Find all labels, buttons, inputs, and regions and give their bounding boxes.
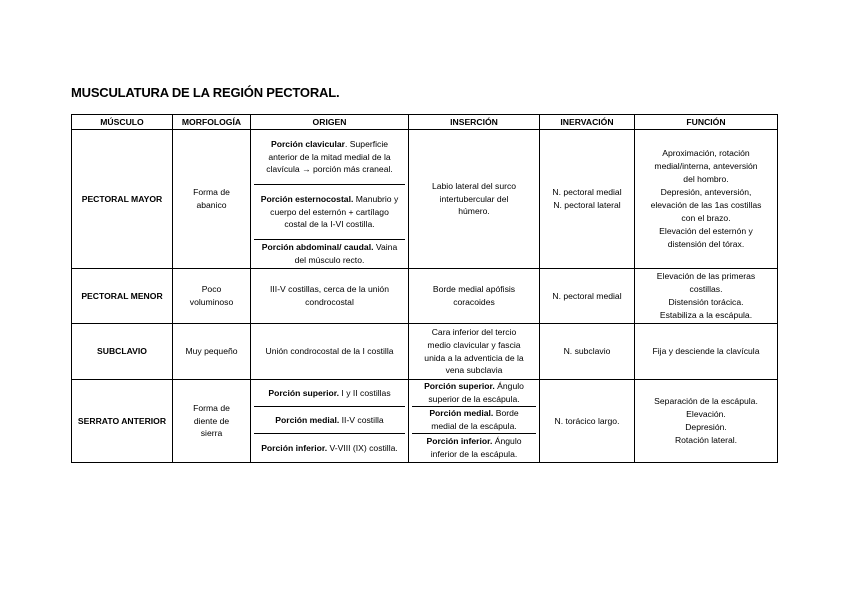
insercion-portion-text: Ángulo superior de la escápula. xyxy=(428,381,524,404)
origen-subcell xyxy=(254,240,405,268)
origen-portion-text: II-V costilla xyxy=(339,414,384,425)
table-row xyxy=(72,130,778,269)
origen-portion-text: Manubrio y cuerpo del esternón + cartílago costal de la I-VI costilla. xyxy=(270,193,399,230)
morfologia-line: Poco xyxy=(201,284,222,295)
header-funcion: FUNCIÓN xyxy=(635,115,778,130)
funcion-line: Elevación. xyxy=(686,409,726,420)
origen-subcell xyxy=(254,434,405,462)
insercion-line: Cara inferior del tercio xyxy=(431,326,517,337)
table-row xyxy=(72,380,778,463)
musculo-cell: SERRATO ANTERIOR xyxy=(72,380,173,463)
insercion-line: Borde medial apófisis xyxy=(432,284,516,295)
musculo-cell: PECTORAL MAYOR xyxy=(72,130,173,269)
funcion-line: distensión del tórax. xyxy=(667,238,745,249)
insercion-line: medio clavicular y fascia xyxy=(427,339,521,350)
origen-portion-label: Porción esternocostal. xyxy=(260,193,354,204)
funcion-line: elevación de las 1as costillas xyxy=(650,200,762,210)
page-title: MUSCULATURA DE LA REGIÓN PECTORAL. xyxy=(71,85,340,100)
insercion-portion-text: Borde medial de la escápula. xyxy=(431,408,519,431)
funcion-cell xyxy=(635,130,778,269)
header-musculo: MÚSCULO xyxy=(72,115,173,130)
insercion-cell xyxy=(409,380,540,463)
inervacion-cell xyxy=(540,130,635,269)
morfologia-cell xyxy=(173,380,251,463)
morfologia-line: Forma de xyxy=(193,402,230,413)
funcion-line: del hombro. xyxy=(683,174,729,185)
insercion-cell xyxy=(409,324,540,380)
origen-portion-text: V-VIII (IX) costilla. xyxy=(327,442,398,453)
table-row xyxy=(72,324,778,380)
origen-portion-text: Vaina del músculo recto. xyxy=(294,242,398,265)
inervacion-cell xyxy=(540,324,635,380)
origen-cell: Unión condrocostal de la I costilla xyxy=(251,324,409,380)
origen-portion-label: Porción medial. xyxy=(275,414,340,425)
origen-cell: III-V costillas, cerca de la unión condrocostal xyxy=(251,269,409,324)
inervacion-line: N. pectoral medial xyxy=(552,187,622,198)
morfologia-line: abanico xyxy=(196,200,227,210)
funcion-line: Aproximación, rotación xyxy=(662,148,750,159)
insercion-line: húmero. xyxy=(458,206,490,217)
muscles-table xyxy=(71,114,778,463)
insercion-line: vena subclavia xyxy=(445,365,503,376)
insercion-portion-text: Ángulo inferior de la escápula. xyxy=(430,436,522,459)
inervacion-cell xyxy=(540,380,635,463)
origen-portion-text: . Superficie anterior de la mitad medial de la clavícula → porción más craneal. xyxy=(266,138,393,175)
insercion-line: coracoides xyxy=(453,297,495,307)
insercion-portion-label: Porción inferior. xyxy=(426,436,493,447)
insercion-cell xyxy=(409,269,540,324)
funcion-line: Elevación del esternón y xyxy=(659,225,753,236)
inervacion-cell xyxy=(540,269,635,324)
morfologia-line: sierra xyxy=(200,428,223,439)
morfologia-line: Muy pequeño xyxy=(185,346,238,357)
origen-subcell xyxy=(254,380,405,407)
table-row xyxy=(72,269,778,324)
header-morfologia: MORFOLOGÍA xyxy=(173,115,251,130)
origen-portion-label: Porción superior. xyxy=(268,387,340,398)
morfologia-line: diente de xyxy=(193,415,230,426)
funcion-line: Distensión torácica. xyxy=(668,297,744,307)
origen-cell xyxy=(251,380,409,463)
inervacion-line: N. pectoral lateral xyxy=(553,200,621,210)
morfologia-line: Forma de xyxy=(193,187,230,198)
header-origen: ORIGEN xyxy=(251,115,409,130)
insercion-subcell xyxy=(412,380,536,407)
origen-portion-label: Porción abdominal/ caudal. xyxy=(261,242,374,253)
funcion-line: Separación de la escápula. xyxy=(654,396,758,407)
origen-portion-label: Porción inferior. xyxy=(261,442,328,453)
inervacion-line: N. subclavio xyxy=(563,346,611,357)
header-insercion: INSERCIÓN xyxy=(409,115,540,130)
funcion-cell xyxy=(635,324,778,380)
funcion-line: Depresión. xyxy=(685,422,727,432)
funcion-line: Elevación de las primeras xyxy=(656,271,756,282)
insercion-line: intertubercular del xyxy=(439,193,509,204)
funcion-line: Fija y desciende la clavícula xyxy=(652,346,760,357)
morfologia-cell xyxy=(173,324,251,380)
origen-subcell xyxy=(254,407,405,434)
origen-portion-text: I y II costillas xyxy=(339,387,391,398)
funcion-line: con el brazo. xyxy=(681,212,731,223)
origen-cell xyxy=(251,130,409,269)
insercion-line: Labio lateral del surco xyxy=(431,180,517,191)
funcion-line: Depresión, anteversión, xyxy=(660,187,752,198)
funcion-line: Estabiliza a la escápula. xyxy=(659,309,753,320)
morfologia-line: voluminoso xyxy=(189,297,234,307)
funcion-line: costillas. xyxy=(689,284,723,295)
inervacion-line: N. pectoral medial xyxy=(552,290,622,301)
funcion-cell xyxy=(635,380,778,463)
header-inervacion: INERVACIÓN xyxy=(540,115,635,130)
funcion-cell xyxy=(635,269,778,324)
morfologia-cell xyxy=(173,269,251,324)
insercion-cell xyxy=(409,130,540,269)
origen-subcell xyxy=(254,185,405,240)
funcion-line: Rotación lateral. xyxy=(674,434,738,445)
insercion-subcell xyxy=(412,434,536,462)
musculo-cell: SUBCLAVIO xyxy=(72,324,173,380)
insercion-line: unida a la adventicia de la xyxy=(424,352,524,363)
morfologia-cell xyxy=(173,130,251,269)
insercion-portion-label: Porción superior. xyxy=(424,381,495,392)
origen-portion-label: Porción clavicular xyxy=(270,138,346,149)
insercion-portion-label: Porción medial. xyxy=(429,408,494,419)
insercion-subcell xyxy=(412,407,536,434)
inervacion-line: N. torácico largo. xyxy=(554,415,620,426)
musculo-cell: PECTORAL MENOR xyxy=(72,269,173,324)
origen-subcell xyxy=(254,130,405,185)
table-header-row xyxy=(72,115,778,130)
funcion-line: medial/interna, anteversión xyxy=(654,161,758,172)
